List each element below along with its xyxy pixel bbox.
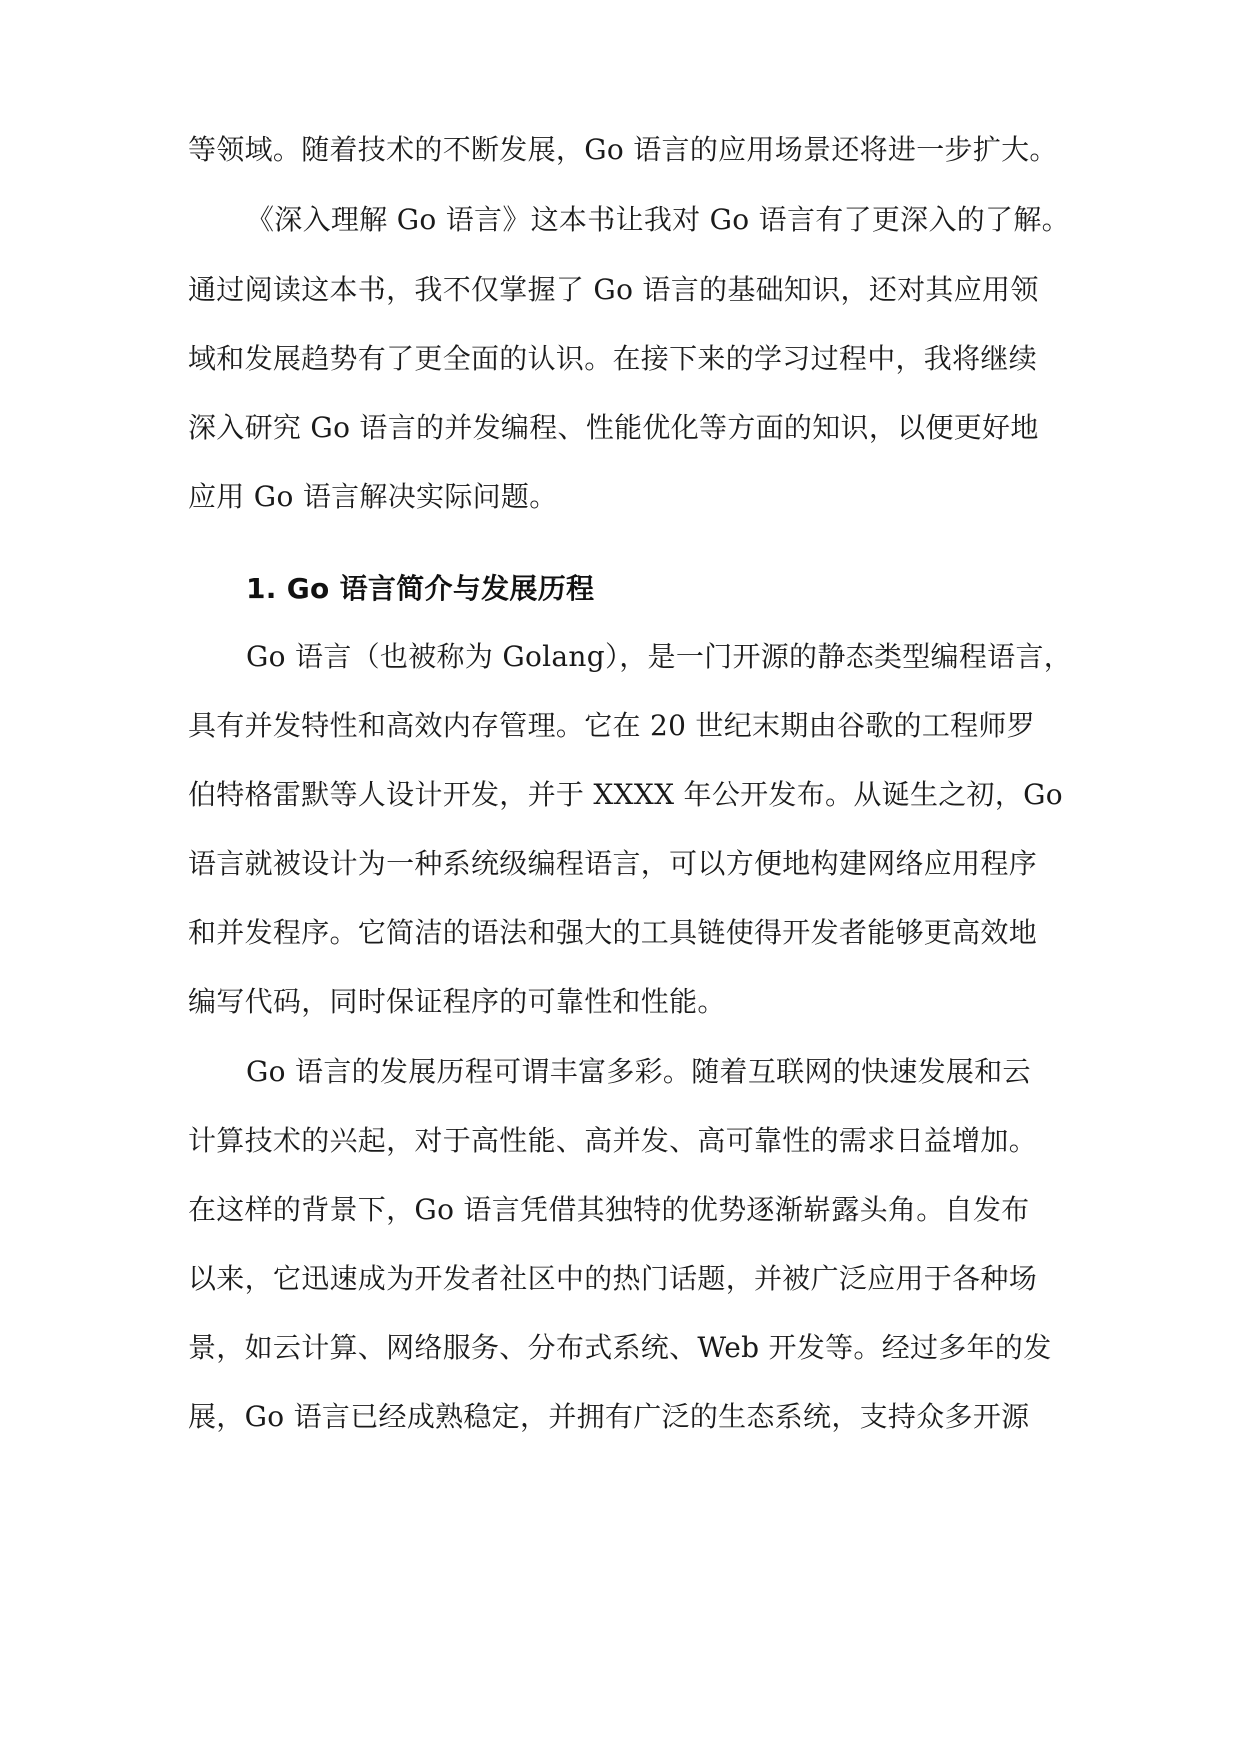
paragraph-line: 伯特格雷默等人设计开发，并于 XXXX 年公开发布。从诞生之初，Go (188, 778, 1063, 811)
paragraph-line: 域和发展趋势有了更全面的认识。在接下来的学习过程中，我将继续 (188, 342, 1038, 375)
paragraph-line: 语言就被设计为一种系统级编程语言，可以方便地构建网络应用程序 (188, 847, 1038, 880)
paragraph-line: 《深入理解 Go 语言》这本书让我对 Go 语言有了更深入的了解。 (246, 203, 1070, 236)
paragraph-line: 等领域。随着技术的不断发展，Go 语言的应用场景还将进一步扩大。 (188, 133, 1058, 166)
paragraph-line: 在这样的背景下，Go 语言凭借其独特的优势逐渐崭露头角。自发布 (188, 1193, 1030, 1226)
paragraph-line: 计算技术的兴起，对于高性能、高并发、高可靠性的需求日益增加。 (188, 1124, 1038, 1157)
paragraph-line: 具有并发特性和高效内存管理。它在 20 世纪末期由谷歌的工程师罗 (188, 709, 1036, 742)
paragraph-line: 景，如云计算、网络服务、分布式系统、Web 开发等。经过多年的发 (188, 1331, 1052, 1364)
section-heading: 1. Go 语言简介与发展历程 (246, 572, 595, 605)
paragraph-line: 应用 Go 语言解决实际问题。 (188, 480, 558, 513)
paragraph-line: 以来，它迅速成为开发者社区中的热门话题，并被广泛应用于各种场 (188, 1262, 1038, 1295)
paragraph-line: Go 语言的发展历程可谓丰富多彩。随着互联网的快速发展和云 (246, 1055, 1031, 1088)
paragraph-line: Go 语言（也被称为 Golang），是一门开源的静态类型编程语言， (246, 640, 1073, 673)
paragraph-line: 通过阅读这本书，我不仅掌握了 Go 语言的基础知识，还对其应用领 (188, 273, 1039, 306)
paragraph-line: 展，Go 语言已经成熟稳定，并拥有广泛的生态系统，支持众多开源 (188, 1400, 1030, 1433)
paragraph-line: 深入研究 Go 语言的并发编程、性能优化等方面的知识，以便更好地 (188, 411, 1039, 444)
paragraph-line: 编写代码，同时保证程序的可靠性和性能。 (188, 985, 726, 1018)
paragraph-line: 和并发程序。它简洁的语法和强大的工具链使得开发者能够更高效地 (188, 916, 1038, 949)
